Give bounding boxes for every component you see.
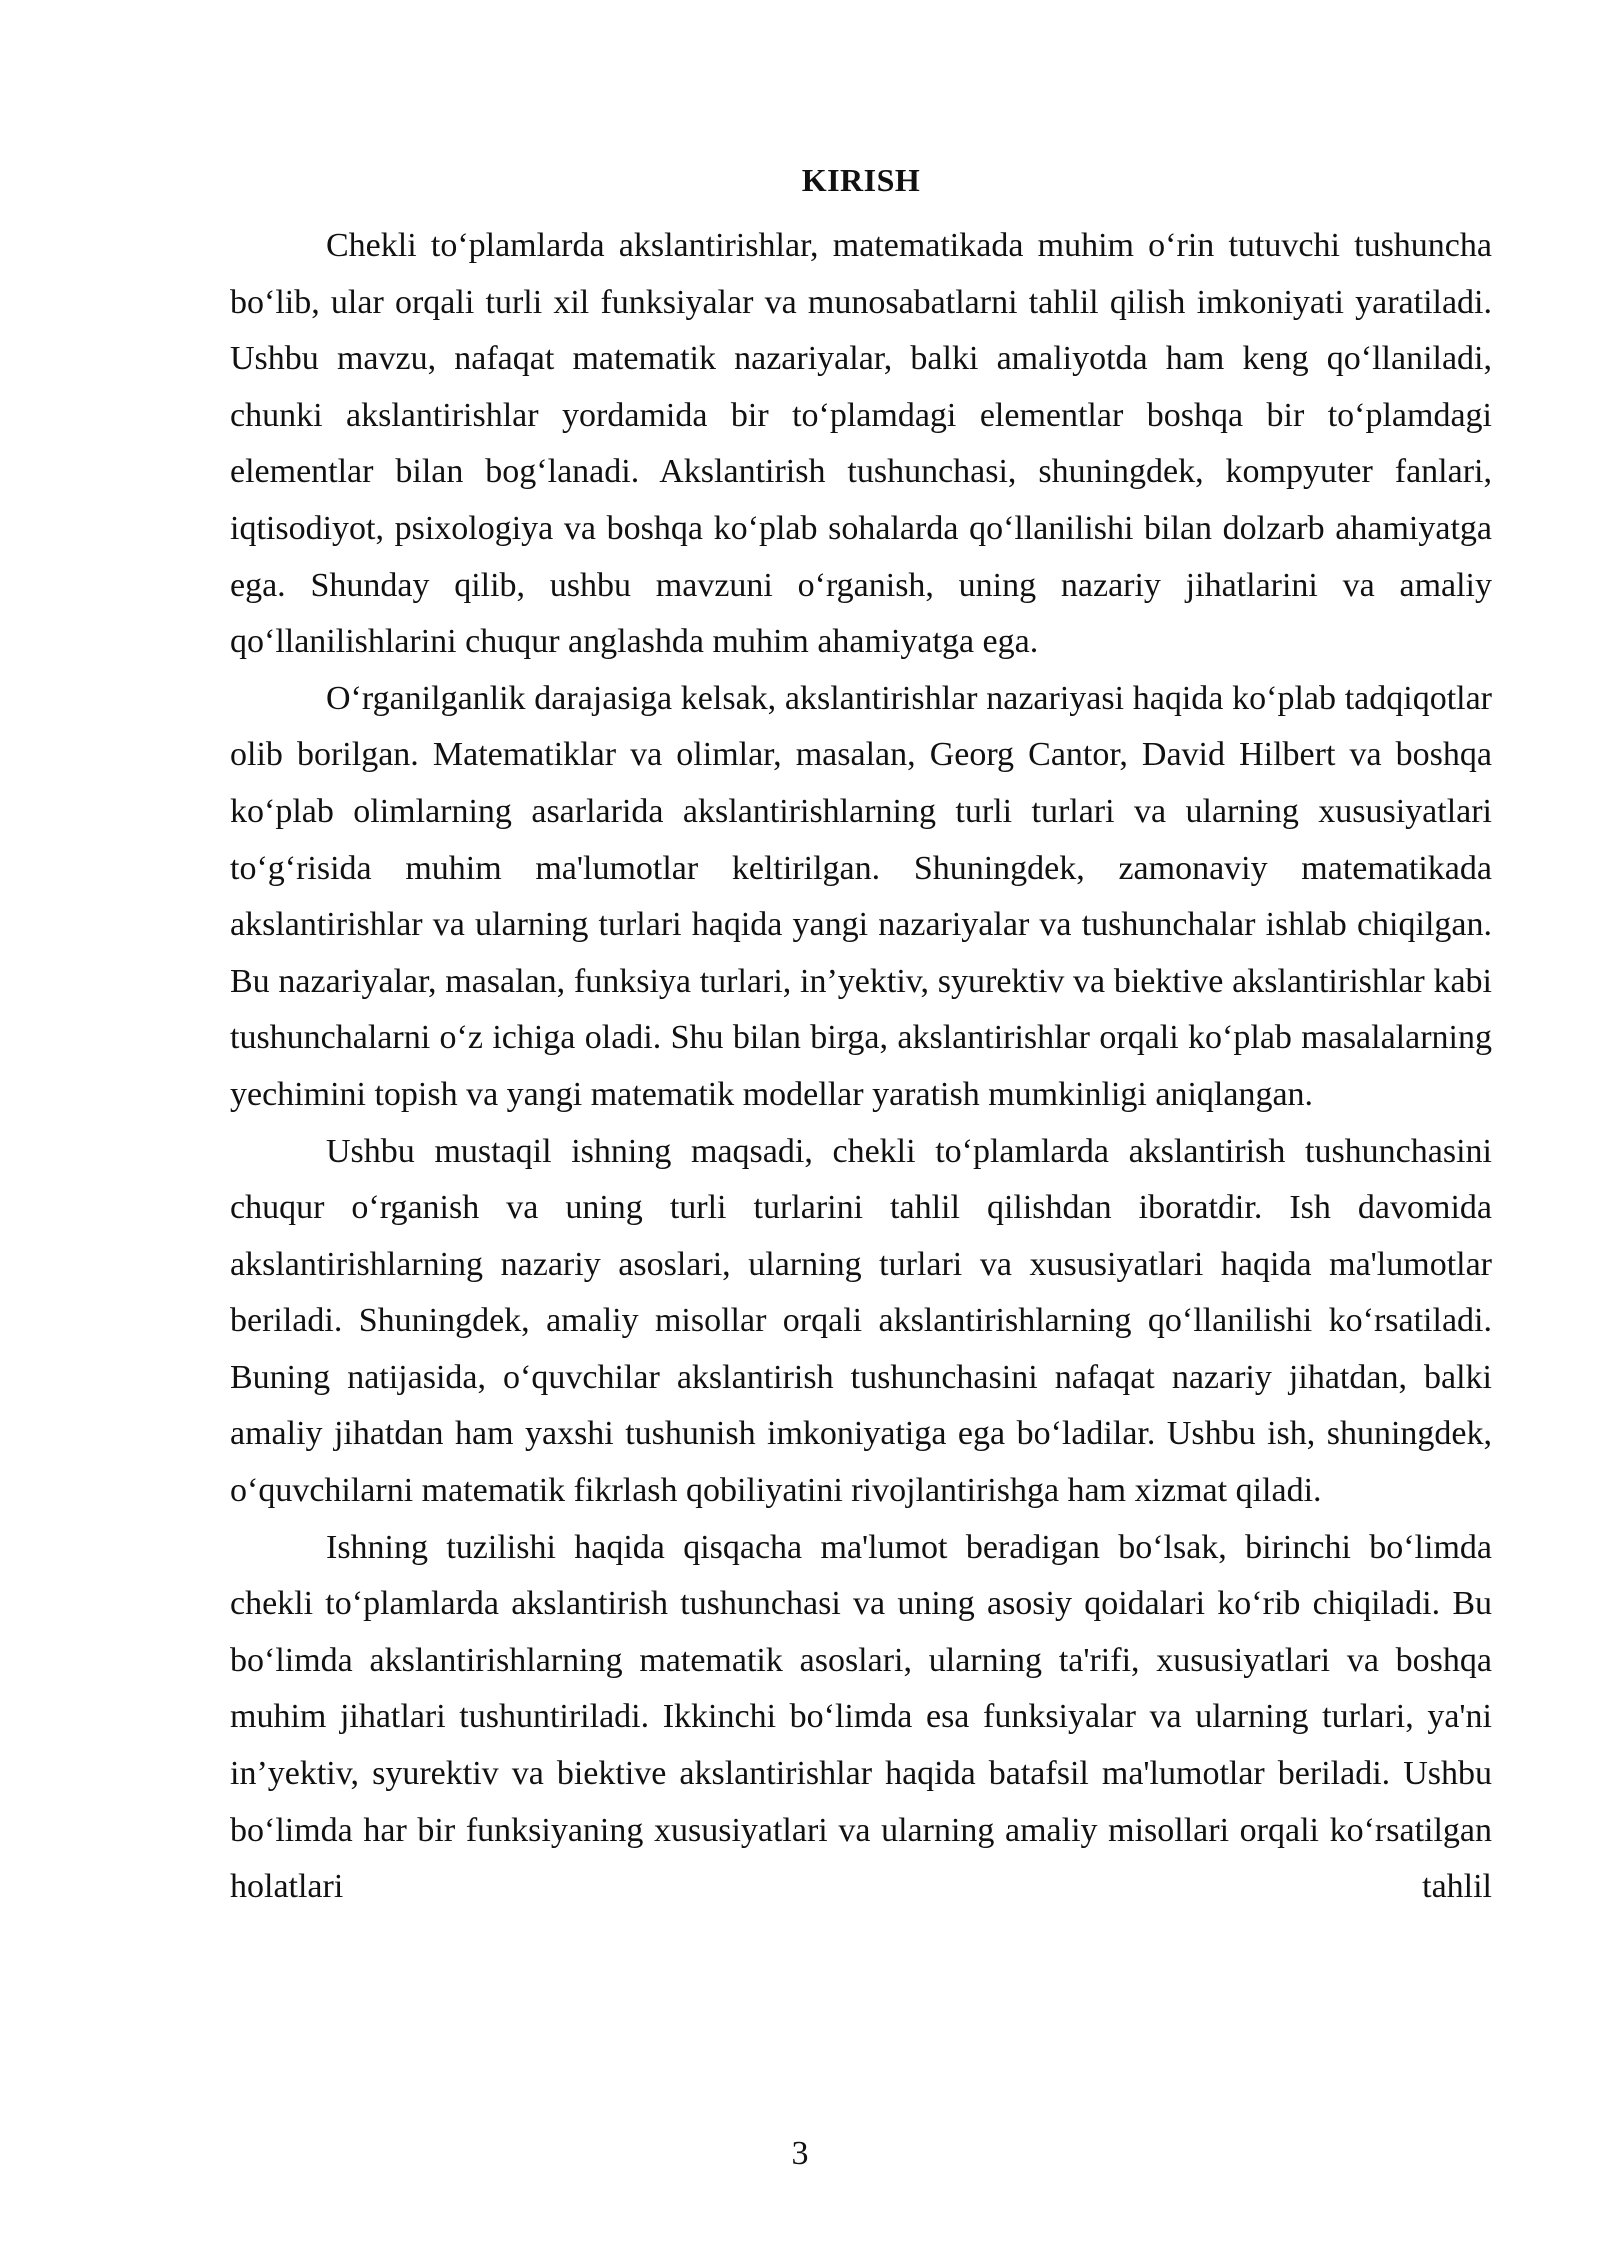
paragraph-structure: Ishning tuzilishi haqida qisqacha ma'lumot beradigan bo‘lsak, birinchi bo‘limda chekli to‘plamlarda akslantirish tushunchasi va uning asosiy qoidalari ko‘rib chiqiladi. Bu bo‘limda akslantirishlarning matematik asoslari, ularning ta'rifi, xususiyatlari va boshqa muhim jihatlari tushuntiriladi. Ikkinchi bo‘limda esa funksiyalar va ularning turlari, ya'ni in’yektiv, syurektiv va biektive akslantirishlar haqida batafsil ma'lumotlar beriladi. Ushbu bo‘limda har bir funksiyaning xususiyatlari va ularning amaliy misollari orqali ko‘rsatilgan holatlari tahlil bbox=[230, 1528, 1492, 1906]
paragraph-goal: Ushbu mustaqil ishning maqsadi, chekli to‘plamlarda akslantirish tushunchasini chuqur o‘rganish va uning turli turlarini tahlil qilishdan iboratdir. Ish davomida akslantirishlarning nazariy asoslari, ularning turlari va xususiyatlari haqida ma'lumotlar beriladi. Shuningdek, amaliy misollar orqali akslantirishlarning qo‘llanilishi ko‘rsatiladi. Buning natijasida, o‘quvchilar akslantirish tushunchasini nafaqat nazariy jihatdan, balki amaliy jihatdan ham yaxshi tushunish imkoniyatiga ega bo‘ladilar. Ushbu ish, shuningdek, o‘quvchilarni matematik fikrlash qobiliyatini rivojlantirishga ham xizmat qiladi. bbox=[230, 1132, 1492, 1510]
page-body bbox=[230, 160, 1492, 1916]
page-number: 3 bbox=[791, 2135, 809, 2172]
paragraph-intro: Chekli to‘plamlarda akslantirishlar, matematikada muhim o‘rin tutuvchi tushuncha bo‘lib, ular orqali turli xil funksiyalar va munosabatlarni tahlil qilish imkoniyati yaratiladi. Ushbu mavzu, nafaqat matematik nazariyalar, balki amaliyotda ham keng qo‘llaniladi, chunki akslantirishlar yordamida bir to‘plamdagi elementlar boshqa bir to‘plamdagi elementlar bilan bog‘lanadi. Akslantirish tushunchasi, shuningdek, kompyuter fanlari, iqtisodiyot, psixologiya va boshqa ko‘plab sohalarda qo‘llanilishi bilan dolzarb ahamiyatga ega. Shunday qilib, ushbu mavzuni o‘rganish, uning nazariy jihatlarini va amaliy qo‘llanilishlarini chuqur anglashda muhim ahamiyatga ega. bbox=[230, 227, 1492, 661]
paragraph-research-state: O‘rganilganlik darajasiga kelsak, akslantirishlar nazariyasi haqida ko‘plab tadqiqotlar olib borilgan. Matematiklar va olimlar, masalan, Georg Cantor, David Hilbert va boshqa ko‘plab olimlarning asarlarida akslantirishlarning turli turlari va ularning xususiyatlari to‘g‘risida muhim ma'lumotlar keltirilgan. Shuningdek, zamonaviy matematikada akslantirishlar va ularning turlari haqida yangi nazariyalar va tushunchalar ishlab chiqilgan. Bu nazariyalar, masalan, funksiya turlari, in’yektiv, syurektiv va biektive akslantirishlar kabi tushunchalarni o‘z ichiga oladi. Shu bilan birga, akslantirishlar orqali ko‘plab masalalarning yechimini topish va yangi matematik modellar yaratish mumkinligi aniqlangan. bbox=[230, 679, 1492, 1113]
section-title: KIRISH bbox=[801, 162, 921, 198]
